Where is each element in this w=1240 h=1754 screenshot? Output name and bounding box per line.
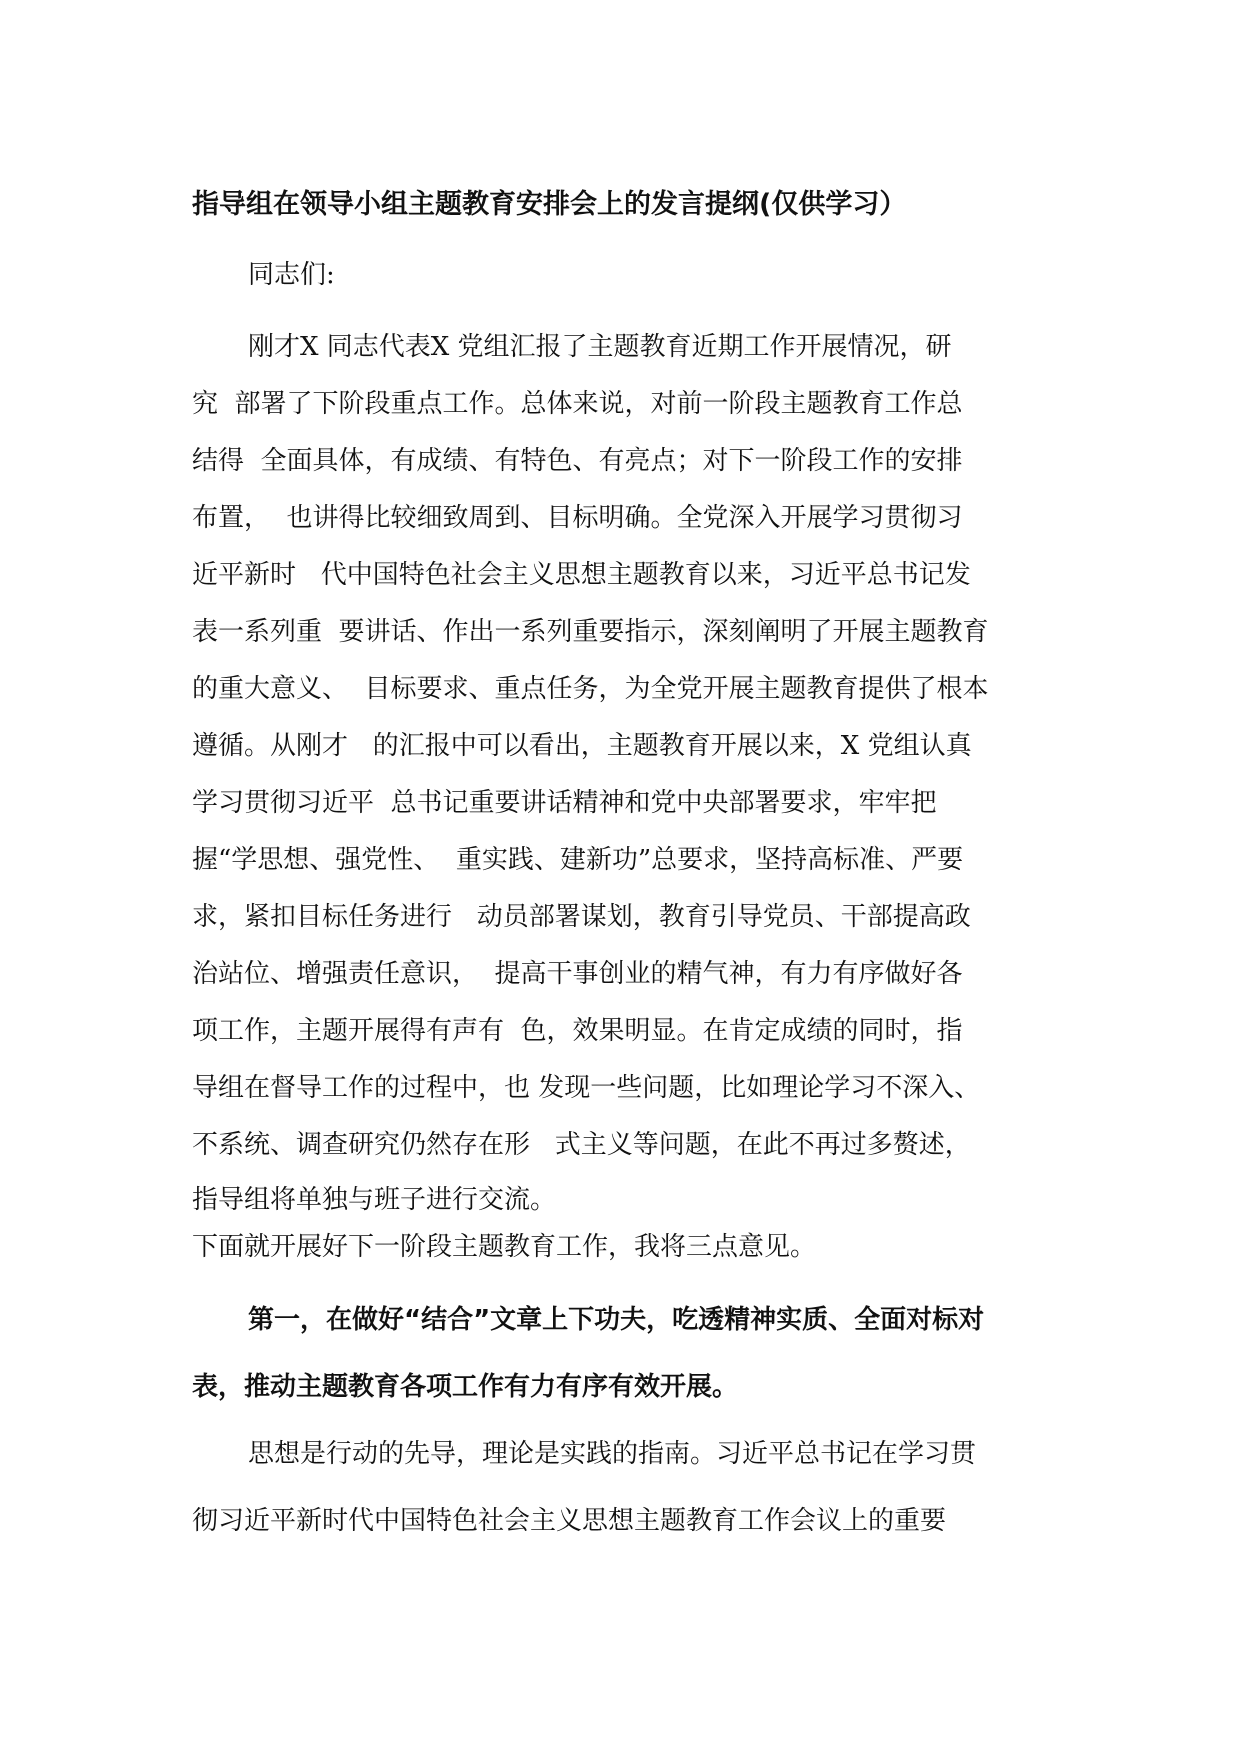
paragraph-line: 究 部署了下阶段重点工作。总体来说，对前一阶段主题教育工作总 — [192, 389, 963, 419]
paragraph-line: 彻习近平新时代中国特色社会主义思想主题教育工作会议上的重要 — [192, 1506, 947, 1536]
paragraph-line: 学习贯彻习近平 总书记重要讲话精神和党中央部署要求，牢牢把 — [192, 788, 937, 818]
paragraph-line: 刚才X 同志代表X 党组汇报了主题教育近期工作开展情况，研 — [248, 332, 952, 362]
paragraph-line: 指导组将单独与班子进行交流。 — [192, 1185, 557, 1215]
paragraph-line: 项工作，主题开展得有声有 色，效果明显。在肯定成绩的同时，指 — [192, 1016, 963, 1046]
heading-line: 第一，在做好“结合”文章上下功夫，吃透精神实质、全面对标对 — [248, 1305, 985, 1335]
paragraph-line: 握“学思想、强党性、 重实践、建新功”总要求，坚持高标准、严要 — [192, 845, 964, 875]
paragraph-line: 导组在督导工作的过程中，也 发现一些问题，比如理论学习不深入、 — [192, 1073, 981, 1103]
paragraph-line: 不系统、调查研究仍然存在形 式主义等问题，在此不再过多赘述， — [192, 1130, 971, 1160]
paragraph-line: 近平新时 代中国特色社会主义思想主题教育以来，习近平总书记发 — [192, 560, 971, 590]
salutation: 同志们: — [248, 260, 335, 290]
paragraph-line: 表一系列重 要讲话、作出一系列重要指示，深刻阐明了开展主题教育 — [192, 617, 989, 647]
paragraph-line: 布置， 也讲得比较细致周到、目标明确。全党深入开展学习贯彻习 — [192, 503, 963, 533]
paragraph-line: 结得 全面具体，有成绩、有特色、有亮点；对下一阶段工作的安排 — [192, 446, 963, 476]
document-title: 指导组在领导小组主题教育安排会上的发言提纲(仅供学习） — [192, 189, 907, 220]
paragraph-line: 治站位、增强责任意识， 提高干事创业的精气神，有力有序做好各 — [192, 959, 963, 989]
paragraph-line: 的重大意义、 目标要求、重点任务，为全党开展主题教育提供了根本 — [192, 674, 989, 704]
paragraph-line: 思想是行动的先导，理论是实践的指南。习近平总书记在学习贯 — [248, 1439, 977, 1469]
paragraph-line: 遵循。从刚才 的汇报中可以看出，主题教育开展以来，X 党组认真 — [192, 731, 972, 761]
paragraph-line: 求，紧扣目标任务进行 动员部署谋划，教育引导党员、干部提高政 — [192, 902, 971, 932]
paragraph-2: 下面就开展好下一阶段主题教育工作，我将三点意见。 — [192, 1232, 817, 1262]
heading-line: 表，推动主题教育各项工作有力有序有效开展。 — [192, 1372, 739, 1402]
